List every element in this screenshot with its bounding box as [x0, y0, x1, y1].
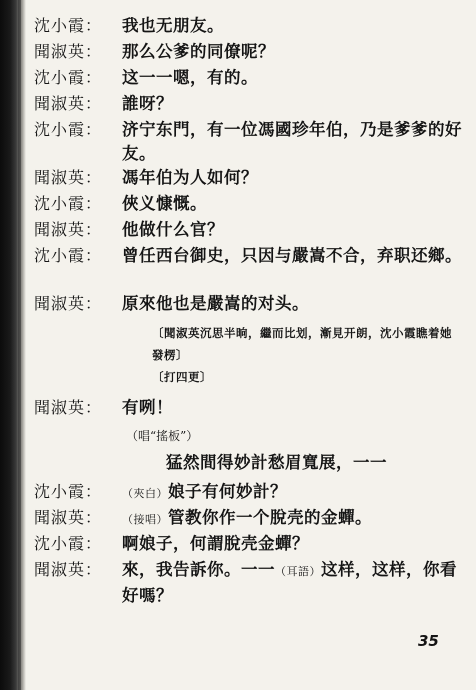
page-number: 35	[418, 632, 439, 650]
speaker-name: 沈小霞：	[34, 16, 103, 35]
dialogue-line	[34, 14, 464, 40]
dialogue-line	[34, 558, 464, 606]
speaker-name: 沈小霞：	[34, 246, 103, 265]
binding-line	[18, 0, 21, 690]
speaker-name: 沈小霞：	[34, 68, 103, 87]
dialogue-line	[34, 118, 464, 166]
dialogue-line	[34, 396, 464, 422]
speaker-name: 聞淑英：	[34, 168, 103, 187]
line-text: 有咧！	[122, 398, 173, 417]
dialogue-line	[34, 66, 464, 92]
dialogue-line	[34, 218, 464, 244]
line-text-part-b: 这样，这样，你看好嗎？	[122, 560, 457, 605]
speaker-name: 聞淑英：	[34, 220, 103, 239]
speaker-name: 聞淑英：	[34, 42, 103, 61]
line-text: 誰呀？	[122, 94, 173, 113]
line-text: 他做什么官？	[122, 220, 224, 239]
line-text	[122, 480, 462, 506]
dialogue-line	[34, 192, 464, 218]
line-text: 啊娘子，何謂脫壳金蟬？	[122, 534, 309, 553]
line-text: 那么公爹的同僚呢？	[122, 42, 275, 61]
performance-note: （夾白）	[122, 487, 168, 500]
script-page	[34, 14, 464, 606]
speaker-name: 沈小霞：	[34, 482, 103, 501]
performance-note: （耳語）	[275, 565, 321, 578]
dialogue-line	[34, 92, 464, 118]
speaker-name: 沈小霞：	[34, 534, 103, 553]
stage-direction: 〔聞淑英沉思半晌，繼而比划，漸見开朗，沈小霞瞧着她發楞〕	[152, 326, 452, 362]
dialogue-line	[34, 292, 464, 318]
line-text: 俠义慷慨。	[122, 194, 207, 213]
song-cue: （唱“搖板”）	[126, 429, 199, 443]
line-text-body: 娘子有何妙計？	[168, 482, 287, 501]
line-text-body: 管教你作一个脫壳的金蟬。	[168, 508, 372, 527]
dialogue-line	[34, 40, 464, 66]
speaker-name: 沈小霞：	[34, 194, 103, 213]
line-text: 我也无朋友。	[122, 16, 224, 35]
speaker-name: 聞淑英：	[34, 294, 103, 313]
line-text-part-a: 來，我告訴你。一一	[122, 560, 275, 579]
dialogue-line	[34, 244, 464, 292]
book-spine-shadow	[0, 0, 26, 690]
dialogue-line	[34, 532, 464, 558]
dialogue-line	[34, 166, 464, 192]
speaker-name: 沈小霞：	[34, 120, 103, 139]
line-text	[122, 506, 462, 532]
stage-direction: 〔打四更〕	[152, 370, 212, 384]
dialogue-line	[34, 506, 464, 532]
line-text: 曾任西台御史，只因与嚴嵩不合，弃职还鄉。	[122, 246, 462, 265]
line-text: 馮年伯为人如何？	[122, 168, 258, 187]
dialogue-line	[34, 480, 464, 506]
speaker-name: 聞淑英：	[34, 560, 103, 579]
line-text: 原來他也是嚴嵩的对头。	[122, 294, 309, 313]
speaker-name: 聞淑英：	[34, 508, 103, 527]
performance-note: （接唱）	[122, 513, 168, 526]
line-text: 济宁东門，有一位馮國珍年伯，乃是爹爹的好友。	[122, 120, 462, 163]
sung-line: 猛然間得妙計愁眉寬展，一一	[166, 453, 387, 472]
line-text	[122, 558, 462, 608]
speaker-name: 聞淑英：	[34, 398, 103, 417]
speaker-name: 聞淑英：	[34, 94, 103, 113]
line-text: 这一一嗯，有的。	[122, 68, 258, 87]
